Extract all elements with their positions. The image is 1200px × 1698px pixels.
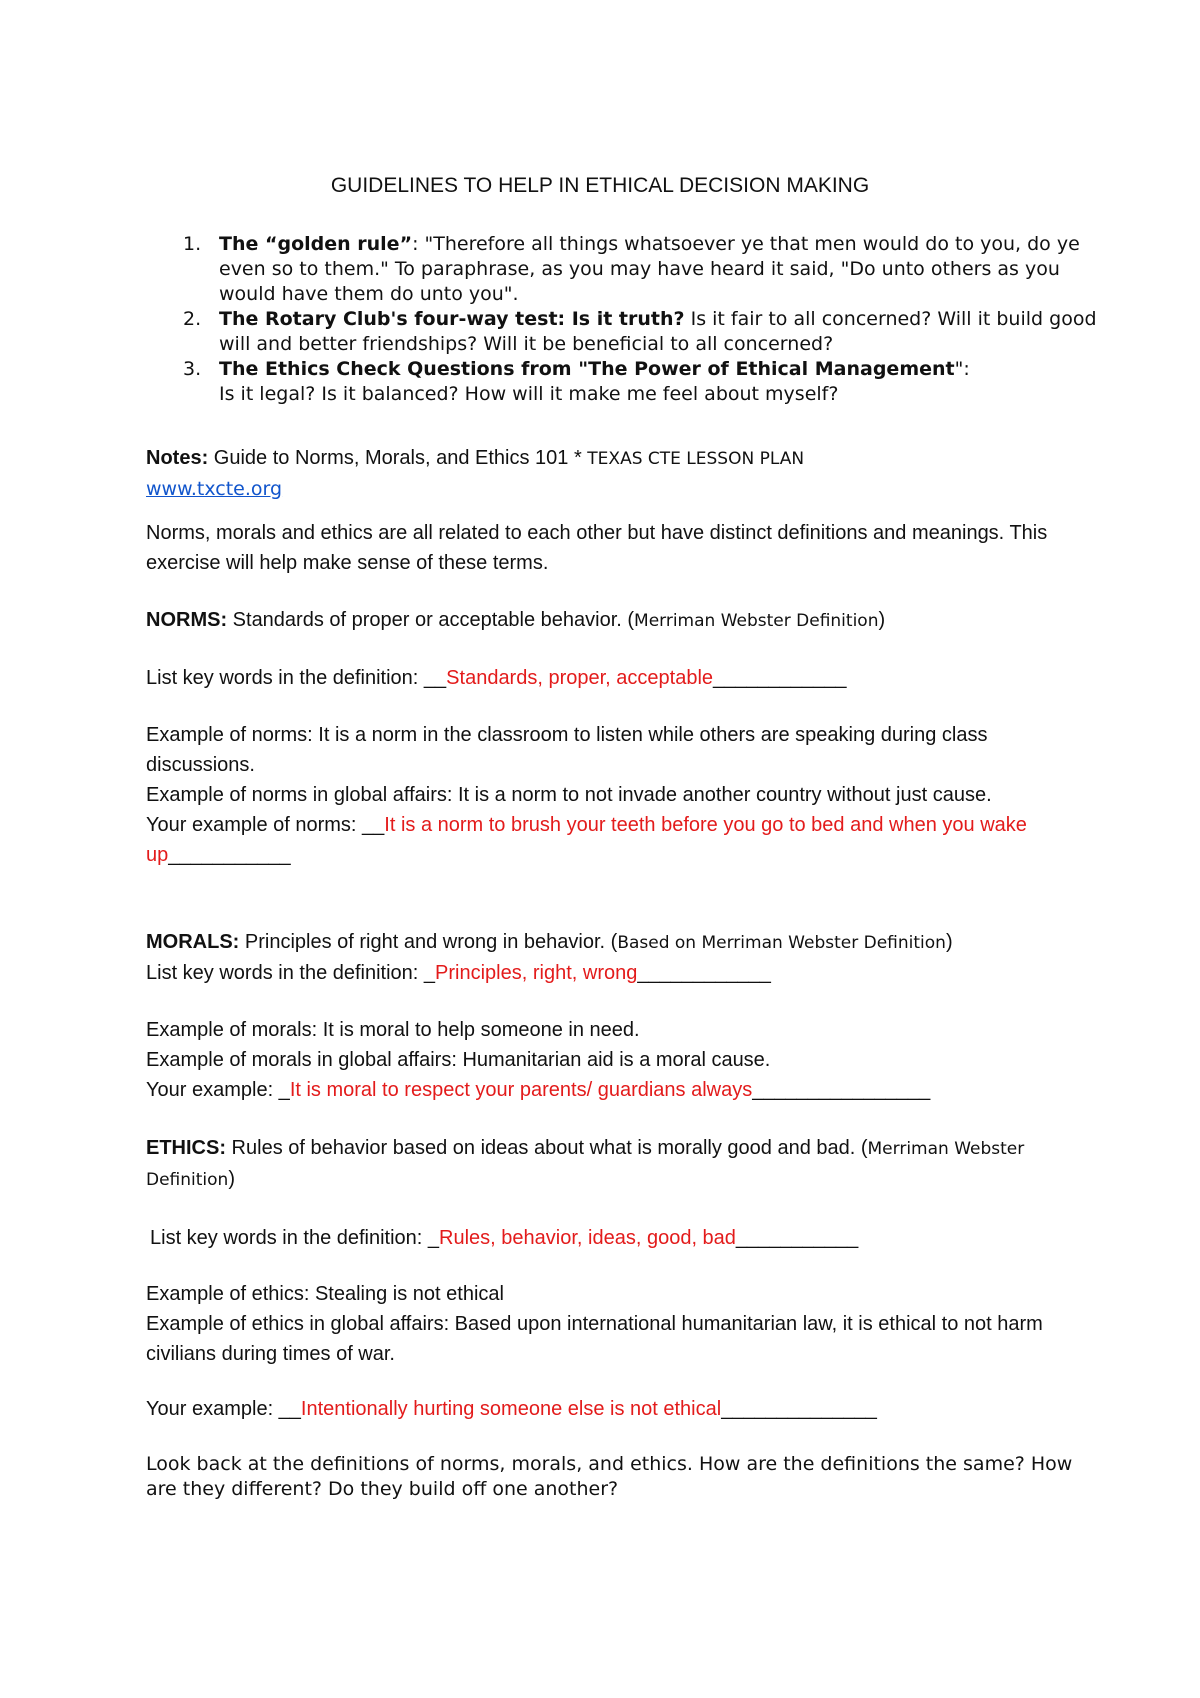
- norms-definition: [146, 605, 1076, 636]
- closing-question: Look back at the definitions of norms, morals, and ethics. How are the definitions the same? How are they different? Do they build off one another?: [146, 1453, 1073, 1500]
- norms-keywords: [146, 663, 1076, 693]
- ethics-your-blank: ______________: [721, 1398, 877, 1420]
- norms-your-blank: ___________: [168, 844, 291, 866]
- notes-source: TEXAS CTE LESSON PLAN: [587, 449, 805, 469]
- norms-examples: [146, 720, 1076, 870]
- morals-examples: [146, 1015, 1076, 1105]
- ethics-keywords: [150, 1223, 1080, 1253]
- norms-your-prompt: Your example of norms: __: [146, 814, 385, 836]
- guideline-item: [183, 232, 1099, 307]
- morals-keywords-answer: Principles, right, wrong: [435, 962, 638, 984]
- ethics-definition: [146, 1133, 1076, 1195]
- norms-example-1: Example of norms: It is a norm in the classroom to listen while others are speaking during class discussions.: [146, 724, 988, 776]
- ethics-keywords-answer: Rules, behavior, ideas, good, bad: [439, 1227, 736, 1249]
- guideline-number: 2.: [183, 308, 202, 330]
- morals-label: MORALS:: [146, 931, 240, 953]
- guideline-heading: The Ethics Check Questions from "The Power of Ethical Management: [219, 358, 955, 380]
- guideline-heading: The Rotary Club's four-way test: Is it truth?: [219, 308, 685, 330]
- morals-your-answer: It is moral to respect your parents/ guardians always: [289, 1079, 753, 1101]
- norms-your-answer: It is a norm to brush your teeth before you go to bed and when you wake up: [146, 814, 1027, 866]
- morals-close: ): [945, 931, 953, 953]
- ethics-your-prompt: Your example: __: [146, 1398, 301, 1420]
- norms-keywords-answer: Standards, proper, acceptable: [446, 667, 714, 689]
- morals-your-prompt: Your example: _: [146, 1079, 290, 1101]
- notes-paragraph: [146, 443, 1076, 504]
- morals-keywords-prompt: List key words in the definition: _: [146, 962, 436, 984]
- notes-text: Guide to Norms, Morals, and Ethics 101 *: [208, 447, 588, 469]
- norms-source: Merriman Webster Definition: [634, 611, 879, 631]
- morals-your-blank: ________________: [752, 1079, 931, 1101]
- txcte-link[interactable]: www.txcte.org: [146, 478, 283, 500]
- ethics-label: ETHICS:: [146, 1137, 226, 1159]
- guideline-item: [183, 357, 1099, 407]
- guideline-questions: Is it legal? Is it balanced? How will it make me feel about myself?: [219, 383, 839, 405]
- ethics-close: ): [228, 1168, 235, 1190]
- norms-close: ): [878, 609, 886, 631]
- morals-definition-text: Principles of right and wrong in behavior. (: [239, 931, 618, 953]
- ethics-example-1: Example of ethics: Stealing is not ethical: [146, 1283, 504, 1305]
- guideline-heading: The “golden rule”: [219, 233, 413, 255]
- morals-section: [146, 927, 1076, 988]
- ethics-examples: [146, 1279, 1076, 1369]
- notes-label: Notes:: [146, 447, 209, 469]
- morals-keywords-blank: ____________: [637, 962, 771, 984]
- guideline-item: [183, 307, 1099, 357]
- ethics-definition-text: Rules of behavior based on ideas about what is morally good and bad. (: [226, 1137, 868, 1159]
- intro-paragraph: Norms, morals and ethics are all related to each other but have distinct definitions and meanings. This exercise will help make sense of these terms.: [146, 522, 1048, 574]
- document-title: GUIDELINES TO HELP IN ETHICAL DECISION MAKING: [330, 174, 870, 197]
- ethics-source: Merriman Webster Definition: [146, 1139, 1025, 1190]
- norms-keywords-blank: ____________: [713, 667, 847, 689]
- morals-source: Based on Merriman Webster Definition: [617, 933, 946, 953]
- ethics-keywords-blank: ___________: [735, 1227, 859, 1249]
- norms-label: NORMS:: [146, 609, 228, 631]
- guideline-number: 1.: [183, 233, 202, 255]
- guidelines-list: [183, 232, 1099, 407]
- norms-definition-text: Standards of proper or acceptable behavior. (: [227, 609, 635, 631]
- ethics-your-answer: Intentionally hurting someone else is not ethical: [300, 1398, 722, 1420]
- guideline-number: 3.: [183, 358, 202, 380]
- morals-example-2: Example of morals in global affairs: Humanitarian aid is a moral cause.: [146, 1049, 771, 1071]
- ethics-keywords-prompt: List key words in the definition: _: [150, 1227, 440, 1249]
- ethics-example-2: Example of ethics in global affairs: Based upon international humanitarian law, it is ethical to not harm civilians during times of war.: [146, 1313, 1043, 1365]
- morals-example-1: Example of morals: It is moral to help someone in need.: [146, 1019, 640, 1041]
- norms-example-2: Example of norms in global affairs: It is a norm to not invade another country without just cause.: [146, 784, 992, 806]
- guideline-text: Is it fair to all concerned? Will it build good will and better friendships? Will it be beneficial to all concerned?: [219, 308, 1097, 355]
- ethics-your-example: [146, 1394, 1076, 1424]
- guideline-text: ":: [954, 358, 970, 380]
- norms-keywords-prompt: List key words in the definition: __: [146, 667, 447, 689]
- guideline-text: : "Therefore all things whatsoever ye that men would do to you, do ye even so to them." To paraphrase, as you may have heard it said, "Do unto others as you would have them do unto you".: [219, 233, 1080, 305]
